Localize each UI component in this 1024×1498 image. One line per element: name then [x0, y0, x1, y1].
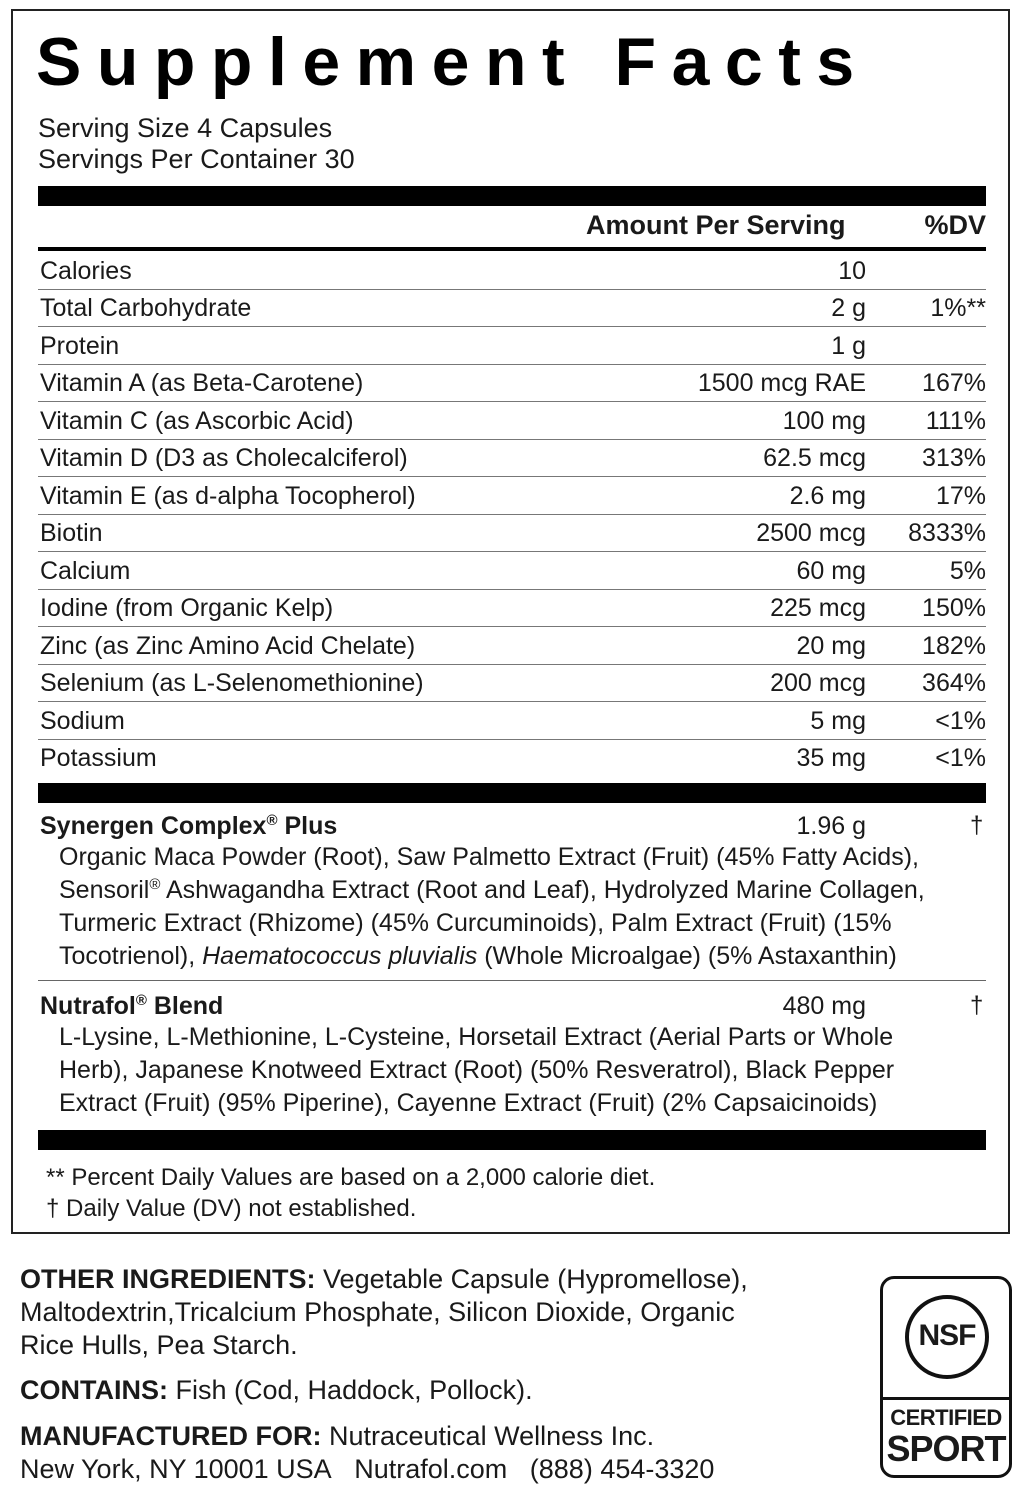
blend-ingredients-nutrafol	[59, 1021, 979, 1120]
blend-ingredients-synergen	[59, 841, 979, 973]
nutrient-row	[38, 665, 986, 702]
nutrient-row	[38, 515, 986, 552]
nutrient-row	[38, 403, 986, 440]
nutrient-name: Selenium (as L-Selenomethionine)	[40, 669, 424, 697]
thick-divider	[38, 186, 986, 206]
nutrient-name: Protein	[40, 332, 120, 360]
nutrient-row	[38, 553, 986, 590]
badge-sport-text: SPORT	[886, 1428, 1006, 1469]
nutrient-amount: 10	[838, 257, 866, 285]
ingredient-line: Tocotrienol), Haematococcus pluvialis (Whole Microalgae) (5% Astaxanthin)	[59, 942, 897, 970]
nutrient-name: Iodine (from Organic Kelp)	[40, 594, 334, 622]
thick-divider	[38, 1130, 986, 1150]
badge-certified-text: CERTIFIED	[890, 1405, 1002, 1430]
nutrient-row	[38, 703, 986, 740]
label-title: Supplement Facts	[36, 24, 870, 100]
row-divider	[38, 326, 986, 327]
row-divider	[38, 626, 986, 627]
nutrient-name: Vitamin E (as d-alpha Tocopherol)	[40, 482, 416, 510]
nutrient-dv: 150%	[922, 594, 986, 622]
nutrient-dv: 313%	[922, 444, 986, 472]
manufacturer-address: New York, NY 10001 USA Nutrafol.com (888) 454-3320	[20, 1454, 715, 1484]
nutrient-name: Total Carbohydrate	[40, 294, 252, 322]
nutrient-name: Vitamin D (D3 as Cholecalciferol)	[40, 444, 408, 472]
dv-footnote: ** Percent Daily Values are based on a 2,000 calorie diet.	[46, 1164, 656, 1191]
blend-divider	[38, 980, 986, 981]
nutrient-amount: 100 mg	[782, 407, 866, 435]
manufacturer-website: Nutrafol.com	[354, 1454, 508, 1484]
nutrient-name: Sodium	[40, 707, 125, 735]
nutrient-name: Potassium	[40, 744, 157, 772]
other-ingredients-line3: Rice Hulls, Pea Starch.	[20, 1330, 298, 1360]
other-ingredients: OTHER INGREDIENTS: Vegetable Capsule (Hypromellose),	[20, 1264, 748, 1294]
nutrient-row	[38, 478, 986, 515]
row-divider	[38, 551, 986, 552]
nutrient-name: Calories	[40, 257, 132, 285]
nsf-logo-icon	[905, 1295, 989, 1379]
ingredient-line: L-Lysine, L-Methionine, L-Cysteine, Horsetail Extract (Aerial Parts or Whole	[59, 1023, 894, 1051]
blend-name-synergen: Synergen Complex® Plus	[40, 812, 338, 840]
nutrient-row	[38, 365, 986, 402]
nutrient-row	[38, 253, 986, 290]
amount-per-serving-header: Amount Per Serving	[586, 210, 846, 240]
other-ingredients-line2: Maltodextrin,Tricalcium Phosphate, Silicon Dioxide, Organic	[20, 1297, 735, 1327]
servings-per-container: Servings Per Container 30	[38, 144, 355, 174]
ingredient-line: Turmeric Extract (Rhizome) (45% Curcuminoids), Palm Extract (Fruit) (15%	[59, 909, 892, 937]
nutrient-amount: 2500 mcg	[756, 519, 866, 547]
manufacturer-phone: (888) 454-3320	[529, 1454, 715, 1484]
nutrient-dv: 17%	[935, 482, 986, 510]
nutrient-row	[38, 328, 986, 365]
nutrient-amount: 20 mg	[796, 632, 866, 660]
serving-size: Serving Size 4 Capsules	[38, 113, 333, 143]
nutrient-name: Biotin	[40, 519, 103, 547]
nutrient-dv: 167%	[922, 369, 986, 397]
nutrient-name: Zinc (as Zinc Amino Acid Chelate)	[40, 632, 416, 660]
blend-dv-nutrafol: †	[970, 992, 984, 1019]
blend-amount-synergen: 1.96 g	[796, 812, 866, 840]
botanical-name: Haematococcus pluvialis	[202, 942, 478, 970]
nutrient-name: Vitamin A (as Beta-Carotene)	[40, 369, 364, 397]
blend-dv-synergen: †	[970, 812, 984, 839]
nutrient-amount: 2 g	[831, 294, 866, 322]
nutrient-amount: 35 mg	[796, 744, 866, 772]
nutrient-dv: <1%	[935, 744, 986, 772]
nutrient-amount: 1 g	[831, 332, 866, 360]
row-divider	[38, 476, 986, 477]
nutrient-row	[38, 440, 986, 477]
nutrient-dv: 1%**	[930, 294, 986, 322]
badge-divider	[883, 1397, 1009, 1400]
nutrient-name: Vitamin C (as Ascorbic Acid)	[40, 407, 354, 435]
blend-name-nutrafol: Nutrafol® Blend	[40, 992, 224, 1020]
nutrient-dv: 182%	[922, 632, 986, 660]
dagger-footnote: † Daily Value (DV) not established.	[46, 1195, 417, 1222]
nutrient-amount: 62.5 mcg	[763, 444, 866, 472]
nutrient-amount: 225 mcg	[770, 594, 866, 622]
ingredient-line: Organic Maca Powder (Root), Saw Palmetto Extract (Fruit) (45% Fatty Acids),	[59, 843, 919, 871]
nutrient-amount: 1500 mcg RAE	[697, 369, 866, 397]
nutrient-dv: 5%	[949, 557, 986, 585]
nutrient-amount: 5 mg	[810, 707, 866, 735]
allergen-contains: CONTAINS: Fish (Cod, Haddock, Pollock).	[20, 1375, 533, 1405]
ingredient-line: Herb), Japanese Knotweed Extract (Root) (50% Resveratrol), Black Pepper	[59, 1056, 895, 1084]
nsf-certified-sport-badge	[880, 1276, 1012, 1478]
nutrient-row	[38, 290, 986, 327]
nutrient-row	[38, 740, 986, 777]
nutrient-dv: 111%	[925, 407, 986, 435]
nutrient-row	[38, 628, 986, 665]
nutrient-dv: 8333%	[908, 519, 986, 547]
nutrient-name: Calcium	[40, 557, 131, 585]
nutrient-amount: 60 mg	[796, 557, 866, 585]
header-divider	[38, 247, 986, 251]
dv-header: %DV	[924, 210, 986, 240]
nutrient-amount: 2.6 mg	[789, 482, 866, 510]
nutrient-amount: 200 mcg	[770, 669, 866, 697]
nutrient-row	[38, 590, 986, 627]
manufactured-for: MANUFACTURED FOR: Nutraceutical Wellness Inc.	[20, 1421, 655, 1451]
thick-divider	[38, 783, 986, 803]
nutrient-dv: 364%	[922, 669, 986, 697]
nsf-mark: NSF	[918, 1319, 976, 1352]
nutrient-dv: <1%	[935, 707, 986, 735]
blend-amount-nutrafol: 480 mg	[782, 992, 866, 1020]
row-divider	[38, 701, 986, 702]
ingredient-line: Extract (Fruit) (95% Piperine), Cayenne Extract (Fruit) (2% Capsaicinoids)	[59, 1089, 878, 1117]
ingredient-line: Sensoril® Ashwagandha Extract (Root and Leaf), Hydrolyzed Marine Collagen,	[59, 876, 925, 904]
row-divider	[38, 401, 986, 402]
